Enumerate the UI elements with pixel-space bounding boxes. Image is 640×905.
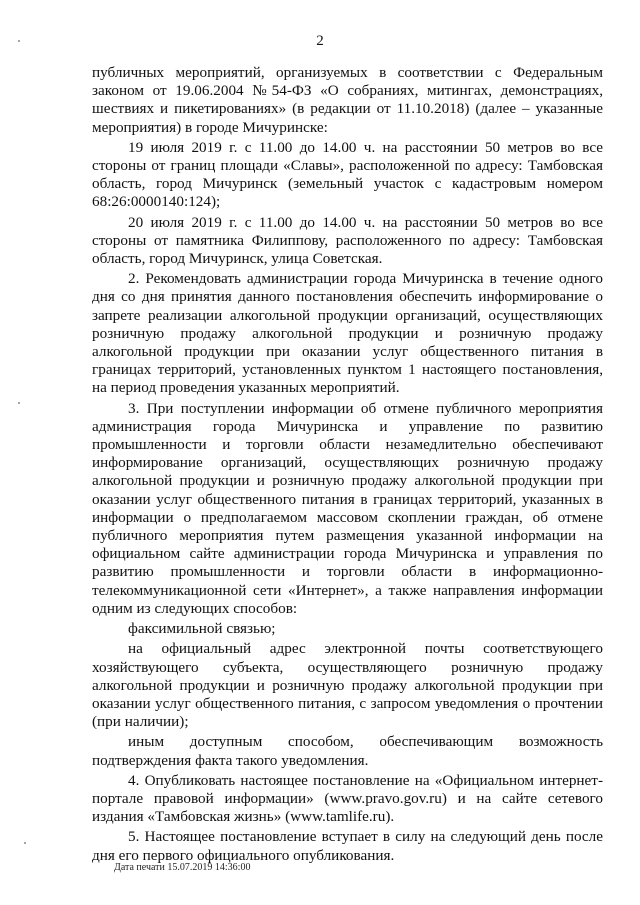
paragraph: 19 июля 2019 г. с 11.00 до 14.00 ч. на расстоянии 50 метров во все стороны от границ площади «Славы», расположенной по адресу: Тамбовская область, город Мичуринск (земельный участок с кадастровым номером 68:26:0000140:124);	[92, 138, 603, 211]
paragraph: иным доступным способом, обеспечивающим возможность подтверждения факта такого уведомления.	[92, 733, 603, 769]
scan-dot	[18, 402, 20, 404]
scan-dot	[18, 40, 20, 42]
paragraph: 3. При поступлении информации об отмене публичного мероприятия администрация города Мичуринска и управление по развитию промышленности и торговли области незамедлительно обеспечивают информирование организаций, осуществляющих розничную продажу алкогольной продукции и розничную продажу алкогольной продукции при оказании услуг общественного питания в границах территорий, указанных в информации о предполагаемом массовом скоплении граждан, об отмене публичного мероприятия путем размещения указанной информации на официальном сайте администрации города Мичуринска и управления по развитию промышленности и торговли области в информационно-телекоммуникационной сети «Интернет», а также направления информации одним из следующих способов:	[92, 399, 603, 617]
scan-dot	[24, 842, 26, 844]
paragraph: факсимильной связью;	[128, 620, 276, 638]
paragraph: публичных мероприятий, организуемых в соответствии с Федеральным законом от 19.06.2004 №54-ФЗ «О собраниях, митингах, демонстрациях, шествиях и пикетированиях» (в редакции от 11.10.2018) (далее – указанные мероприятия) в городе Мичуринске:	[92, 64, 603, 136]
print-date-footer: Дата печати 15.07.2019 14:36:00	[114, 862, 251, 873]
paragraph: 4. Опубликовать настоящее постановление на «Официальном интернет-портале правовой информации» (www.pravo.gov.ru) и на сайте сетевого издания «Тамбовская жизнь» (www.tamlife.ru).	[92, 771, 603, 826]
page-number: 2	[316, 33, 324, 49]
paragraph: 20 июля 2019 г. с 11.00 до 14.00 ч. на расстоянии 50 метров во все стороны от памятника Филиппову, расположенного по адресу: Тамбовская область, город Мичуринск, улица Советская.	[92, 213, 603, 268]
document-body	[92, 64, 603, 867]
paragraph: 5. Настоящее постановление вступает в силу на следующий день после дня его первого официального опубликования.	[92, 828, 603, 864]
paragraph: 2. Рекомендовать администрации города Мичуринска в течение одного дня со дня принятия данного постановления обеспечить информирование о запрете реализации алкогольной продукции организаций, осуществляющих розничную продажу алкогольной продукции и розничную продажу алкогольной продукции при оказании услуг общественного питания в границах территорий, установленных пунктом 1 настоящего постановления, на период проведения указанных мероприятий.	[92, 270, 603, 397]
paragraph: на официальный адрес электронной почты соответствующего хозяйствующего субъекта, осуществляющего розничную продажу алкогольной продукции и розничную продажу алкогольной продукции при оказании услуг общественного питания, с запросом уведомления о прочтении (при наличии);	[92, 640, 603, 731]
